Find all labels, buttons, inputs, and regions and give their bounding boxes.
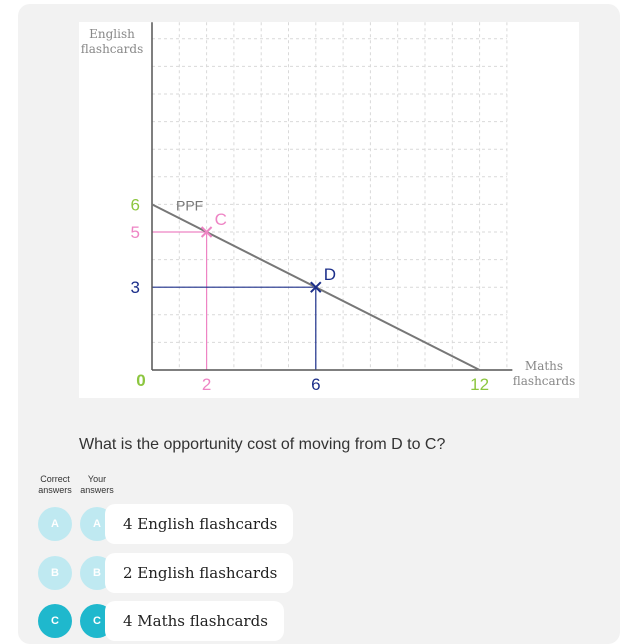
correct-header-line2: answers	[38, 485, 72, 495]
y-tick-label: 5	[130, 223, 140, 242]
y-axis-title-line: English	[89, 27, 135, 41]
x-tick-label: 6	[311, 375, 321, 394]
answer-row-a	[0, 504, 620, 544]
correct-answer-bubble-b: B	[38, 556, 72, 590]
your-answer-bubble-c[interactable]: C	[80, 604, 114, 638]
answer-row-b	[0, 553, 620, 593]
ppf-chart-svg	[79, 22, 579, 398]
your-answers-header	[77, 474, 117, 496]
your-header-line1: Your	[87, 474, 107, 484]
correct-answers-header	[36, 474, 74, 496]
correct-header-line1: Correct	[40, 474, 70, 484]
tick-label-origin: 0	[136, 371, 146, 390]
answer-option-c-text: 4 Maths flashcards	[123, 612, 268, 630]
answer-option-a[interactable]	[105, 504, 293, 544]
y-tick-label: 3	[130, 278, 140, 298]
answer-option-a-text: 4 English flashcards	[123, 515, 278, 533]
chart-labels	[81, 27, 576, 394]
your-answer-bubble-a[interactable]: A	[80, 507, 114, 541]
correct-answer-bubble-c: C	[38, 604, 72, 638]
ppf-chart	[79, 22, 579, 398]
x-axis-title-line: flashcards	[512, 374, 576, 388]
point-label-c: C	[214, 210, 227, 229]
your-answer-bubble-b[interactable]: B	[80, 556, 114, 590]
answer-option-c[interactable]	[105, 601, 284, 641]
chart-grid	[152, 22, 507, 370]
answer-row-c	[0, 601, 620, 641]
y-tick-label: 6	[130, 195, 140, 215]
y-axis-title-line: flashcards	[80, 42, 144, 56]
x-tick-label: 2	[201, 375, 212, 394]
ppf-series-label: PPF	[176, 197, 204, 214]
question-text: What is the opportunity cost of moving from D to C?	[79, 436, 446, 453]
x-tick-label: 12	[470, 375, 490, 394]
correct-answer-bubble-a: A	[38, 507, 72, 541]
answer-option-b-text: 2 English flashcards	[123, 564, 278, 582]
point-label-d: D	[323, 265, 337, 285]
x-axis-title-line: Maths	[524, 359, 564, 373]
answer-option-b[interactable]	[105, 553, 293, 593]
your-header-line2: answers	[80, 485, 114, 495]
